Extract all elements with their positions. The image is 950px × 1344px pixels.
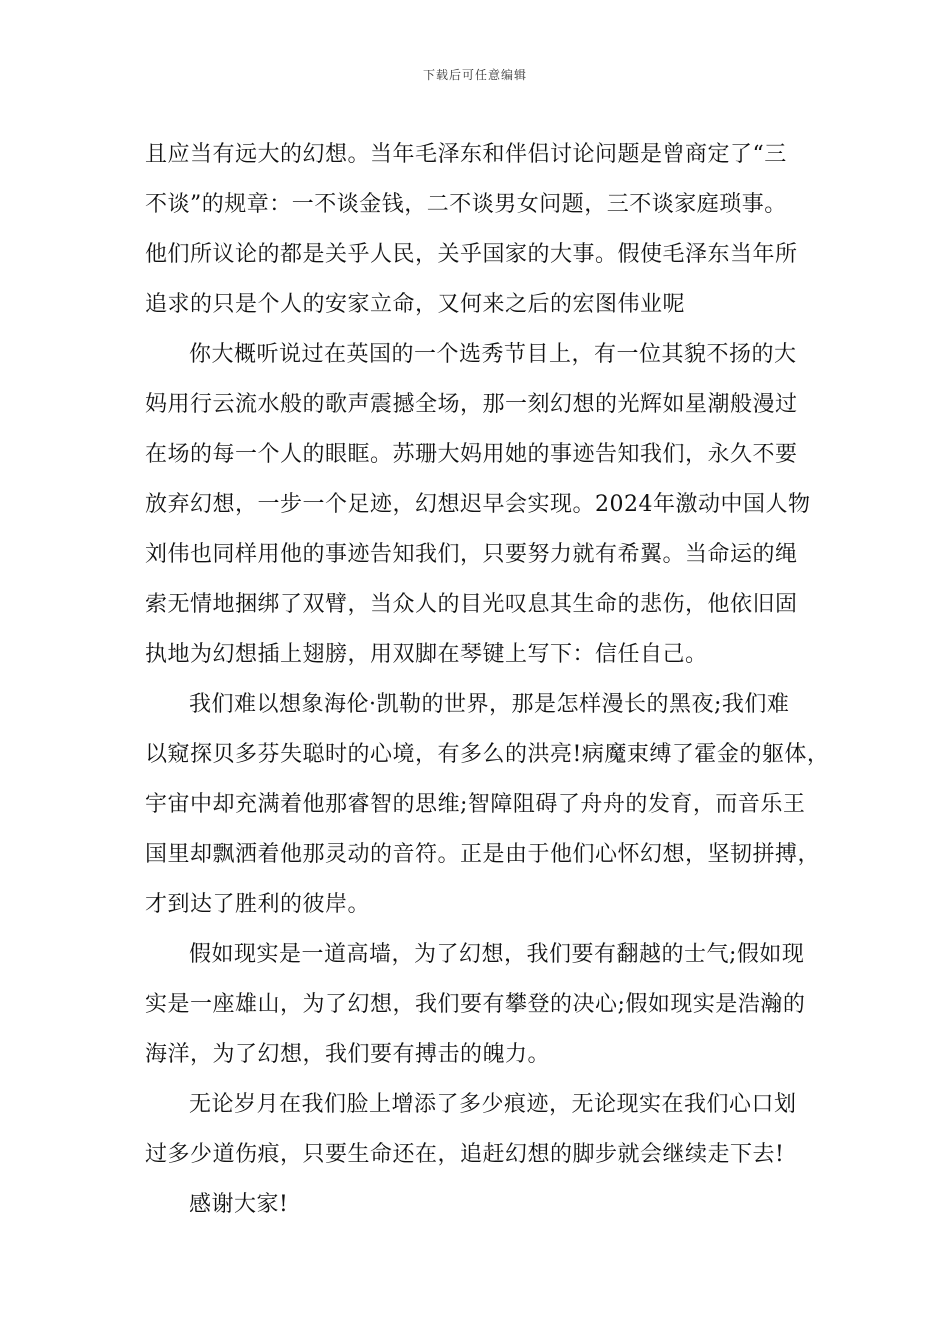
paragraph-first-line: 你大概听说过在英国的一个选秀节目上，有一位其貌不扬的大 (189, 342, 797, 367)
text-line: 过多少道伤痕，只要生命还在，追赶幻想的脚步就会继续走下去! (145, 1142, 785, 1167)
text-line: 放弃幻想，一步一个足迹，幻想迟早会实现。2024年激动中国人物 (145, 492, 811, 517)
text-line: 国里却飘洒着他那灵动的音符。正是由于他们心怀幻想，坚韧拼搏， (145, 842, 821, 867)
text-line: 实是一座雄山，为了幻想，我们要有攀登的决心;假如现实是浩瀚的 (145, 992, 806, 1017)
text-line: 且应当有远大的幻想。当年毛泽东和伴侣讨论问题是曾商定了“三 (145, 142, 787, 167)
text-line: 在场的每一个人的眼眶。苏珊大妈用她的事迹告知我们，永久不要 (145, 442, 798, 467)
text-line: 宇宙中却充满着他那睿智的思维;智障阻碍了舟舟的发育，而音乐王 (145, 792, 806, 817)
text-line: 执地为幻想插上翅膀，用双脚在琴键上写下：信任自己。 (145, 642, 708, 667)
paragraph-first-line: 假如现实是一道高墙，为了幻想，我们要有翻越的士气;假如现 (189, 942, 805, 967)
text-line: 刘伟也同样用他的事迹告知我们，只要努力就有希翼。当命运的绳 (145, 542, 798, 567)
paragraph-first-line: 无论岁月在我们脸上增添了多少痕迹，无论现实在我们心口划 (189, 1092, 797, 1117)
text-line: 妈用行云流水般的歌声震撼全场，那一刻幻想的光辉如星潮般漫过 (145, 392, 798, 417)
page-header: 下载后可任意编辑 (422, 68, 527, 82)
text-line: 他们所议论的都是关乎人民，关乎国家的大事。假使毛泽东当年所 (145, 242, 798, 267)
text-line: 才到达了胜利的彼岸。 (145, 892, 371, 917)
document-body (145, 130, 830, 1230)
text-line: 索无情地捆绑了双臂，当众人的目光叹息其生命的悲伤，他依旧固 (145, 592, 798, 617)
paragraph-first-line: 我们难以想象海伦·凯勒的世界，那是怎样漫长的黑夜;我们难 (189, 692, 790, 717)
text-line: 追求的只是个人的安家立命，又何来之后的宏图伟业呢 (145, 292, 686, 317)
text-line: 不谈”的规章：一不谈金钱，二不谈男女问题，三不谈家庭琐事。 (145, 192, 787, 217)
text-line: 海洋，为了幻想，我们要有搏击的魄力。 (145, 1042, 551, 1067)
text-line: 以窥探贝多芬失聪时的心境，有多么的洪亮!病魔束缚了霍金的躯体， (145, 742, 830, 767)
closing-line: 感谢大家! (189, 1192, 289, 1217)
